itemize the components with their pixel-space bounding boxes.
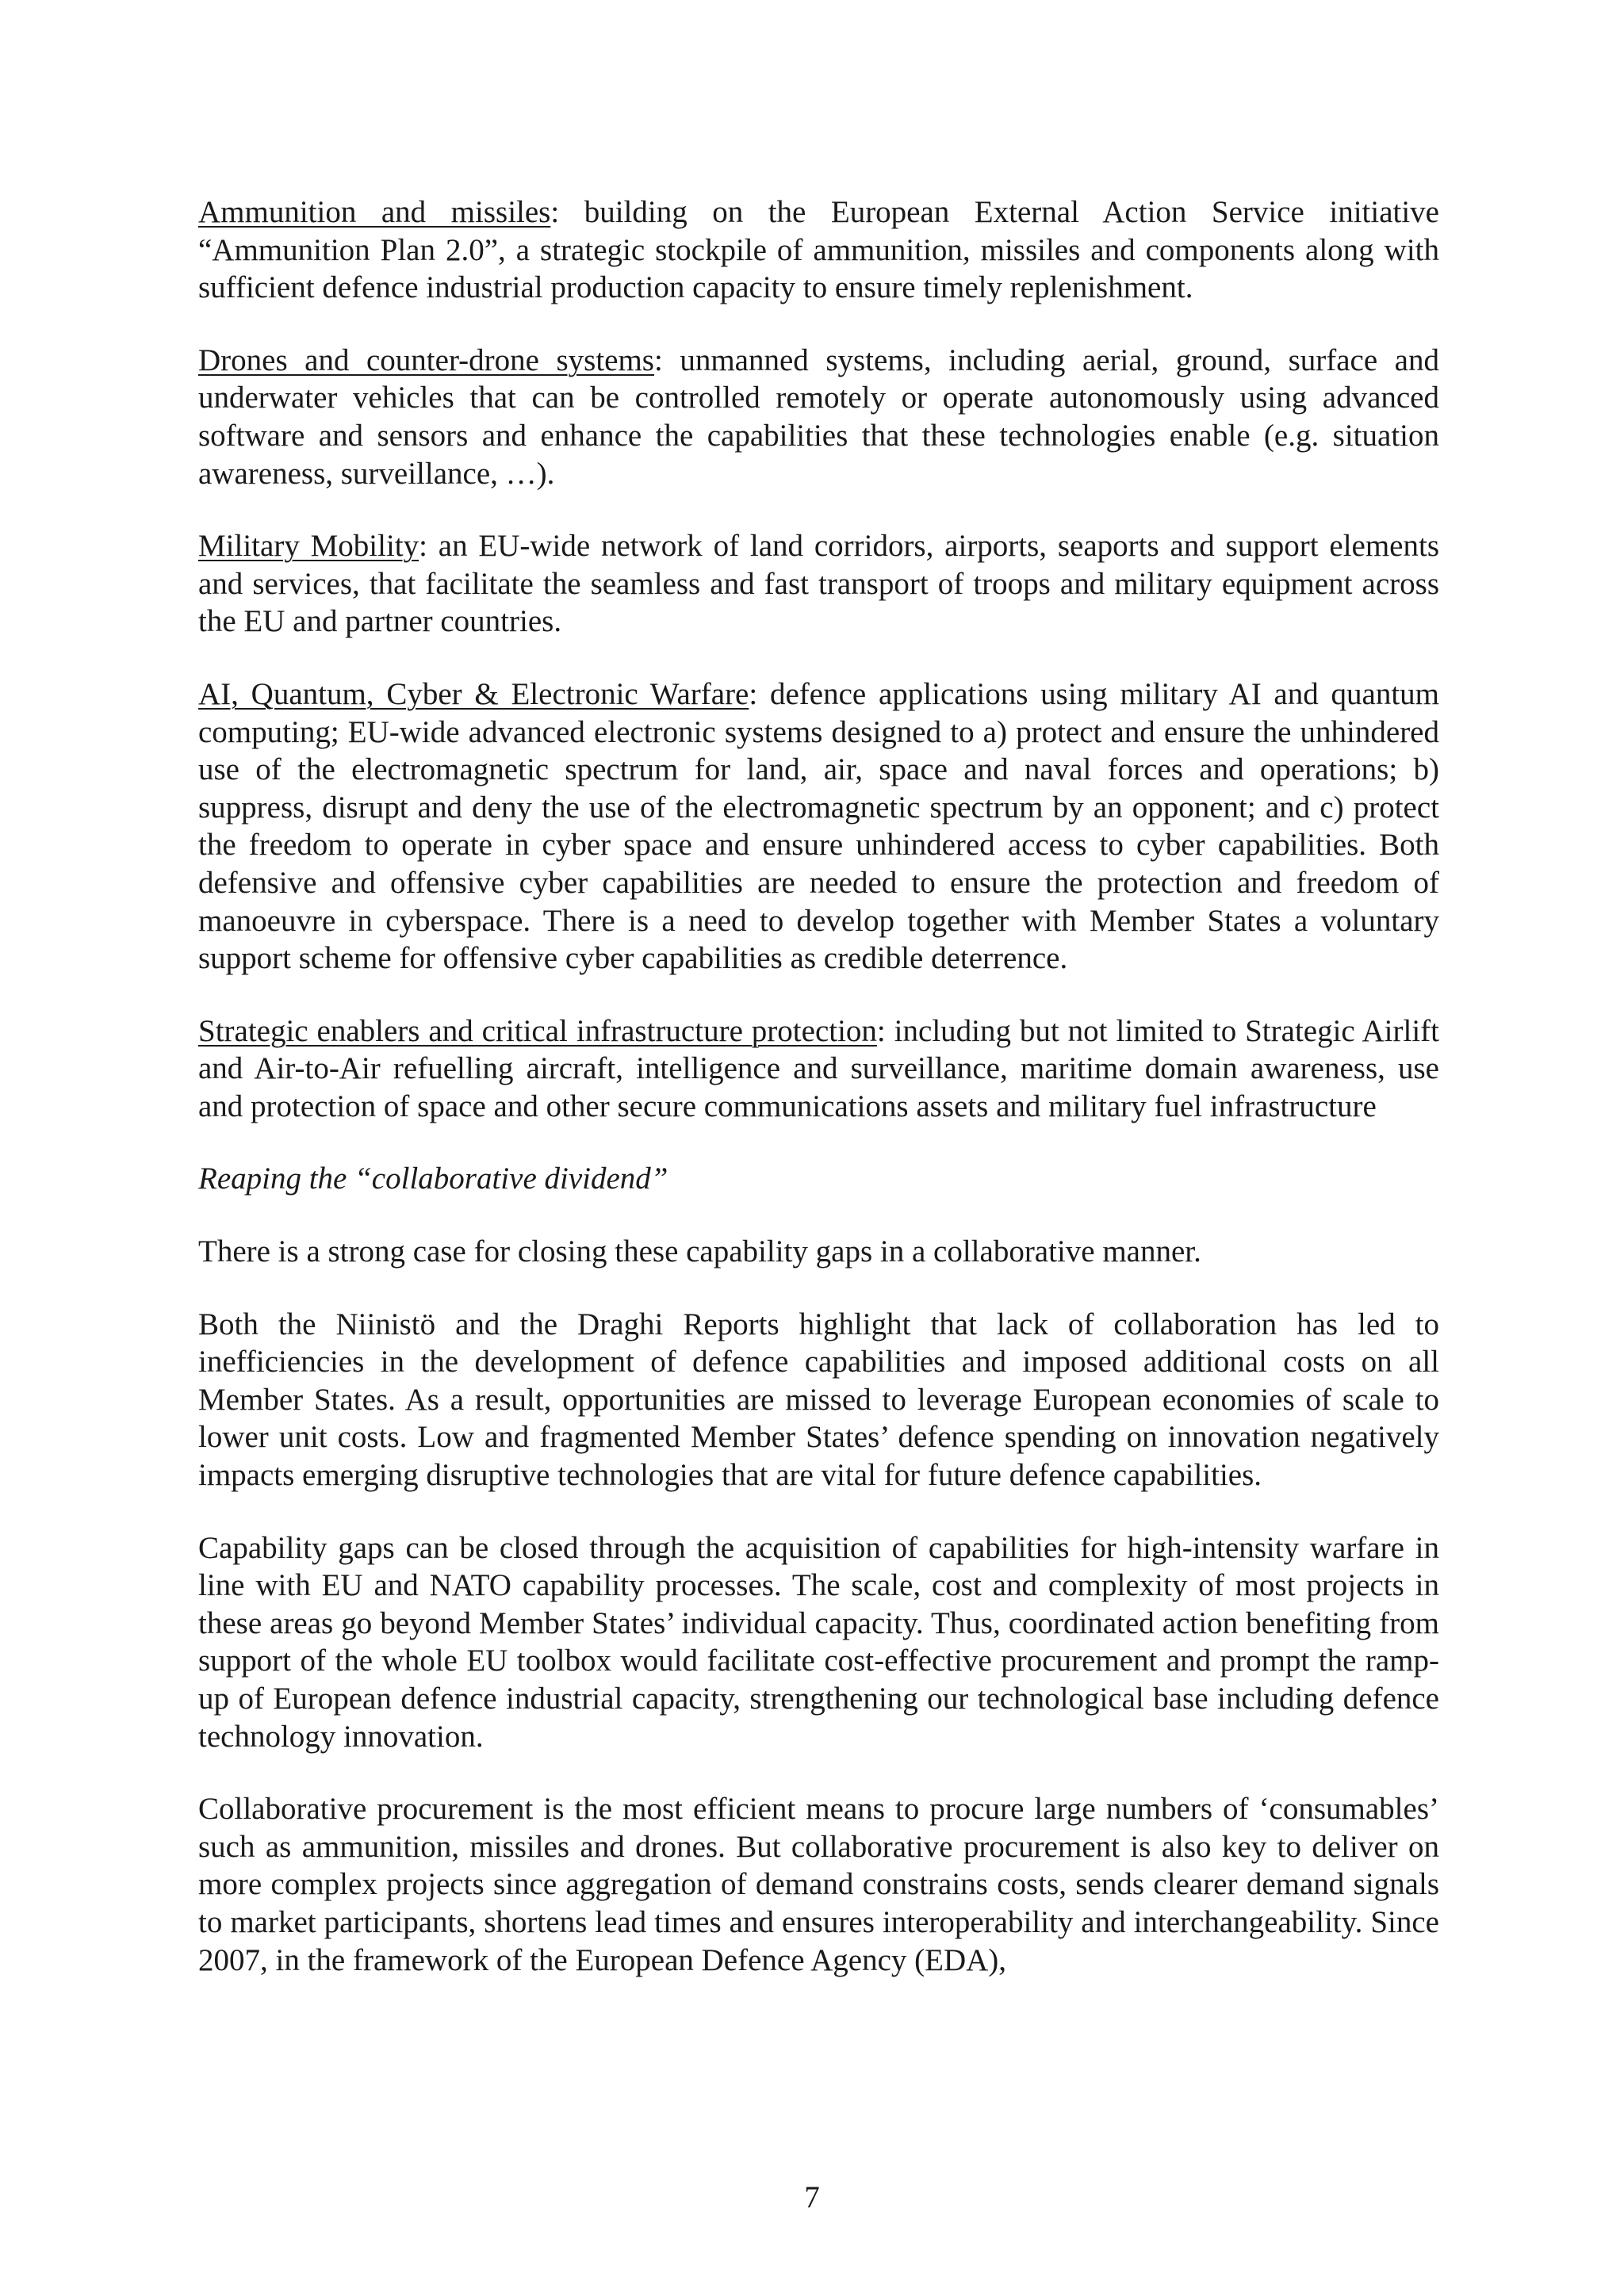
- item-term: Ammunition and missiles: [198, 195, 551, 229]
- capability-item-military-mobility: [198, 527, 1439, 641]
- item-description: : defence applications using military AI and quantum computing; EU-wide advanced electronic systems designed to a) protect and ensure the unhindered use of the electromagnetic spectrum for land, air, space and naval forces and operations; b) suppress, disrupt and deny the use of the electromagnetic spectrum by an opponent; and c) protect the freedom to operate in cyber space and ensure unhindered access to cyber capabilities. Both defensive and offensive cyber capabilities are needed to ensure the protection and freedom of manoeuvre in cyberspace. There is a need to develop together with Member States a voluntary support scheme for offensive cyber capabilities as credible deterrence.: [198, 676, 1439, 976]
- item-term: Drones and counter-drone systems: [198, 342, 654, 377]
- item-description: : unmanned systems, including aerial, ground, surface and underwater vehicles that can be controlled remotely or operate autonomously using advanced software and sensors and enhance the capabilities that these technologies enable (e.g. situation awareness, surveillance, …).: [198, 342, 1439, 491]
- capability-item-ammunition: [198, 193, 1439, 307]
- body-paragraph: There is a strong case for closing these capability gaps in a collaborative manner.: [198, 1234, 1201, 1269]
- section-subheading: Reaping the “collaborative dividend”: [198, 1161, 668, 1196]
- body-paragraph: Capability gaps can be closed through the acquisition of capabilities for high-intensity warfare in line with EU and NATO capability processes. The scale, cost and complexity of most projects in these areas go beyond Member States’ individual capacity. Thus, coordinated action benefiting from support of the whole EU toolbox would facilitate cost-effective procurement and prompt the ramp-up of European defence industrial capacity, strengthening our technological base including defence technology innovation.: [198, 1530, 1439, 1754]
- item-description: : an EU-wide network of land corridors, airports, seaports and support elements and services, that facilitate the seamless and fast transport of troops and military equipment across the EU and partner countries.: [198, 529, 1439, 639]
- item-description: : including but not limited to Strategic Airlift and Air-to-Air refuelling aircraft, intelligence and surveillance, maritime domain awareness, use and protection of space and other secure communications assets and military fuel infrastructure: [198, 1013, 1439, 1123]
- page-number: 7: [804, 2180, 820, 2214]
- item-description: : building on the European External Action Service initiative “Ammunition Plan 2.0”, a strategic stockpile of ammunition, missiles and components along with sufficient defence industrial production capacity to ensure timely replenishment.: [198, 195, 1439, 305]
- item-term: Strategic enablers and critical infrastructure protection: [198, 1013, 877, 1048]
- capability-item-ai-quantum-cyber: [198, 675, 1439, 978]
- capability-item-strategic-enablers: [198, 1012, 1439, 1126]
- page-body: [198, 193, 1439, 2014]
- item-term: Military Mobility: [198, 529, 419, 564]
- item-term: AI, Quantum, Cyber & Electronic Warfare: [198, 676, 749, 711]
- body-paragraph: Both the Niinistö and the Draghi Reports highlight that lack of collaboration has led to inefficiencies in the development of defence capabilities and imposed additional costs on all Member States. As a result, opportunities are missed to leverage European economies of scale to lower unit costs. Low and fragmented Member States’ defence spending on innovation negatively impacts emerging disruptive technologies that are vital for future defence capabilities.: [198, 1307, 1439, 1493]
- capability-item-drones: [198, 342, 1439, 492]
- body-paragraph: Collaborative procurement is the most efficient means to procure large numbers of ‘consumables’ such as ammunition, missiles and drones. But collaborative procurement is also key to deliver on more complex projects since aggregation of demand constrains costs, sends clearer demand signals to market participants, shortens lead times and ensures interoperability and interchangeability. Since 2007, in the framework of the European Defence Agency (EDA),: [198, 1792, 1439, 1977]
